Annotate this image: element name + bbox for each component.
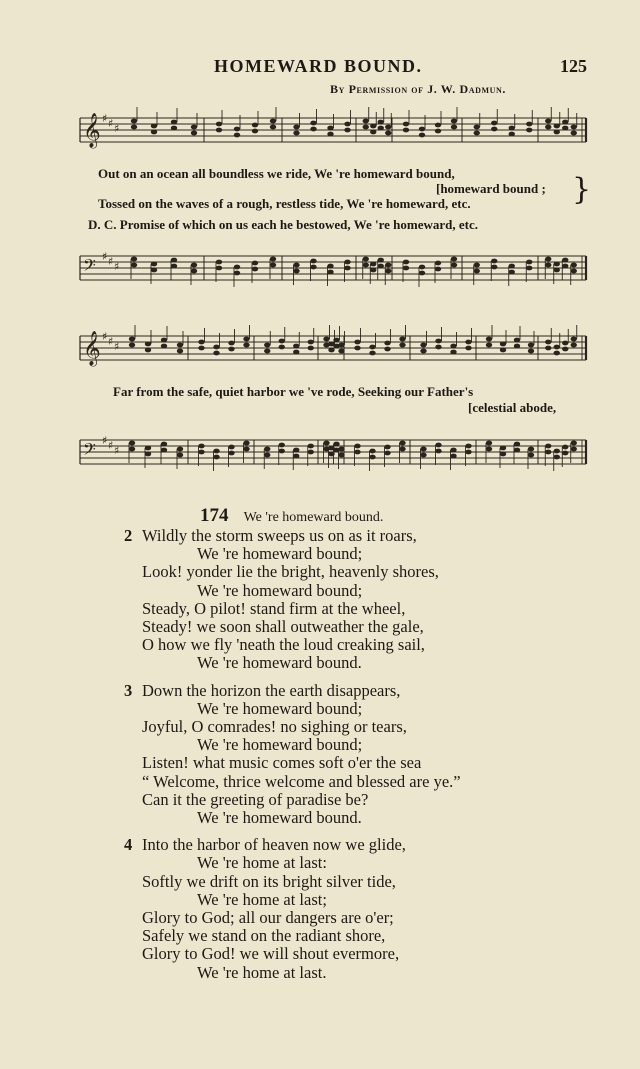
- svg-text:♯: ♯: [108, 439, 114, 452]
- verse-number: 3: [124, 680, 133, 700]
- verse-line: We 're homeward bound;: [197, 580, 363, 600]
- verse-line: 2 Wildly the storm sweeps us on as it roars,: [124, 526, 417, 545]
- svg-text:♯: ♯: [102, 250, 108, 263]
- verse-number: 2: [124, 526, 133, 545]
- svg-text:♯: ♯: [114, 444, 120, 457]
- svg-text:𝄢: 𝄢: [83, 439, 96, 463]
- hymn-heading: [200, 505, 383, 527]
- permission-credit: By Permission of J. W. Dadmun.: [330, 82, 507, 96]
- svg-text:𝄞: 𝄞: [83, 331, 101, 366]
- svg-text:♯: ♯: [114, 122, 120, 135]
- svg-text:𝄞: 𝄞: [83, 113, 101, 148]
- verse-line: Can it the greeting of paradise be?: [142, 789, 369, 809]
- verse-line: 3 Down the horizon the earth disappears,: [124, 680, 401, 700]
- system1-treble-staff: [0, 104, 640, 164]
- svg-text:♯: ♯: [108, 117, 114, 130]
- verse-line: Glory to God! we will shout evermore,: [142, 944, 400, 964]
- verse-4: [124, 836, 624, 982]
- system2-lyric-line1: Far from the safe, quiet harbor we 've rode, Seeking our Father's: [113, 384, 474, 399]
- verses: [124, 527, 624, 991]
- system1-lyric-line2: [homeward bound ;: [436, 181, 546, 196]
- system1-bass-staff: [0, 240, 640, 310]
- hymn-subtitle: We 're homeward bound.: [243, 510, 384, 525]
- verse-line: O how we fly 'neath the loud creaking sail,: [142, 635, 425, 655]
- verse-number: 4: [124, 835, 133, 855]
- hymn-title: HOMEWARD BOUND.: [214, 56, 423, 76]
- svg-text:♯: ♯: [114, 260, 120, 273]
- verse-line: We 're homeward bound.: [197, 653, 362, 673]
- system2-bass-staff: [0, 426, 640, 496]
- verse-line: Joyful, O comrades! no sighing or tears,: [142, 717, 407, 737]
- verse-line: “ Welcome, thrice welcome and blessed are ye.”: [142, 771, 461, 791]
- verse-line: Steady, O pilot! stand firm at the wheel,: [142, 598, 406, 618]
- svg-text:♯: ♯: [102, 434, 108, 447]
- verse-line: We 're home at last.: [197, 962, 327, 982]
- verse-3: [124, 682, 624, 828]
- svg-text:♯: ♯: [102, 112, 108, 125]
- svg-text:𝄢: 𝄢: [83, 255, 96, 279]
- verse-line: 4 Into the harbor of heaven now we glide,: [124, 835, 406, 855]
- verse-line: Safely we stand on the radiant shore,: [142, 926, 386, 946]
- verse-line: We 're homeward bound.: [197, 808, 362, 828]
- page-number: 125: [560, 56, 587, 76]
- system2-lyric-line2: [celestial abode,: [468, 400, 557, 415]
- svg-text:♯: ♯: [102, 330, 108, 343]
- verse-line: Listen! what music comes soft o'er the sea: [142, 753, 422, 773]
- system2-treble-staff: [0, 322, 640, 382]
- verse-line: We 're homeward bound;: [197, 544, 363, 564]
- verse-brace: }: [572, 172, 592, 207]
- verse-line: We 're homeward bound;: [197, 735, 363, 755]
- verse-line: Look! yonder lie the bright, heavenly shores,: [142, 562, 439, 582]
- verse-line: Steady! we soon shall outweather the gale,: [142, 617, 424, 637]
- hymn-number: 174: [200, 505, 229, 526]
- verse-line: We 're home at last:: [197, 853, 327, 873]
- svg-text:♯: ♯: [108, 255, 114, 268]
- svg-text:♯: ♯: [114, 340, 120, 353]
- verse-line: We 're home at last;: [197, 889, 327, 909]
- verse-line: We 're homeward bound;: [197, 698, 363, 718]
- svg-text:♯: ♯: [108, 335, 114, 348]
- system1-lyric-line1: Out on an ocean all boundless we ride, We 're homeward bound,: [98, 166, 455, 181]
- verse-line: Glory to God; all our dangers are o'er;: [142, 908, 394, 928]
- verse-2: [124, 527, 624, 673]
- verse-line: Softly we drift on its bright silver tide,: [142, 871, 396, 891]
- system1-lyric-line4: D. C. Promise of which on us each he bestowed, We 're homeward, etc.: [88, 217, 478, 232]
- system1-lyric-line3: Tossed on the waves of a rough, restless tide, We 're homeward, etc.: [98, 196, 471, 211]
